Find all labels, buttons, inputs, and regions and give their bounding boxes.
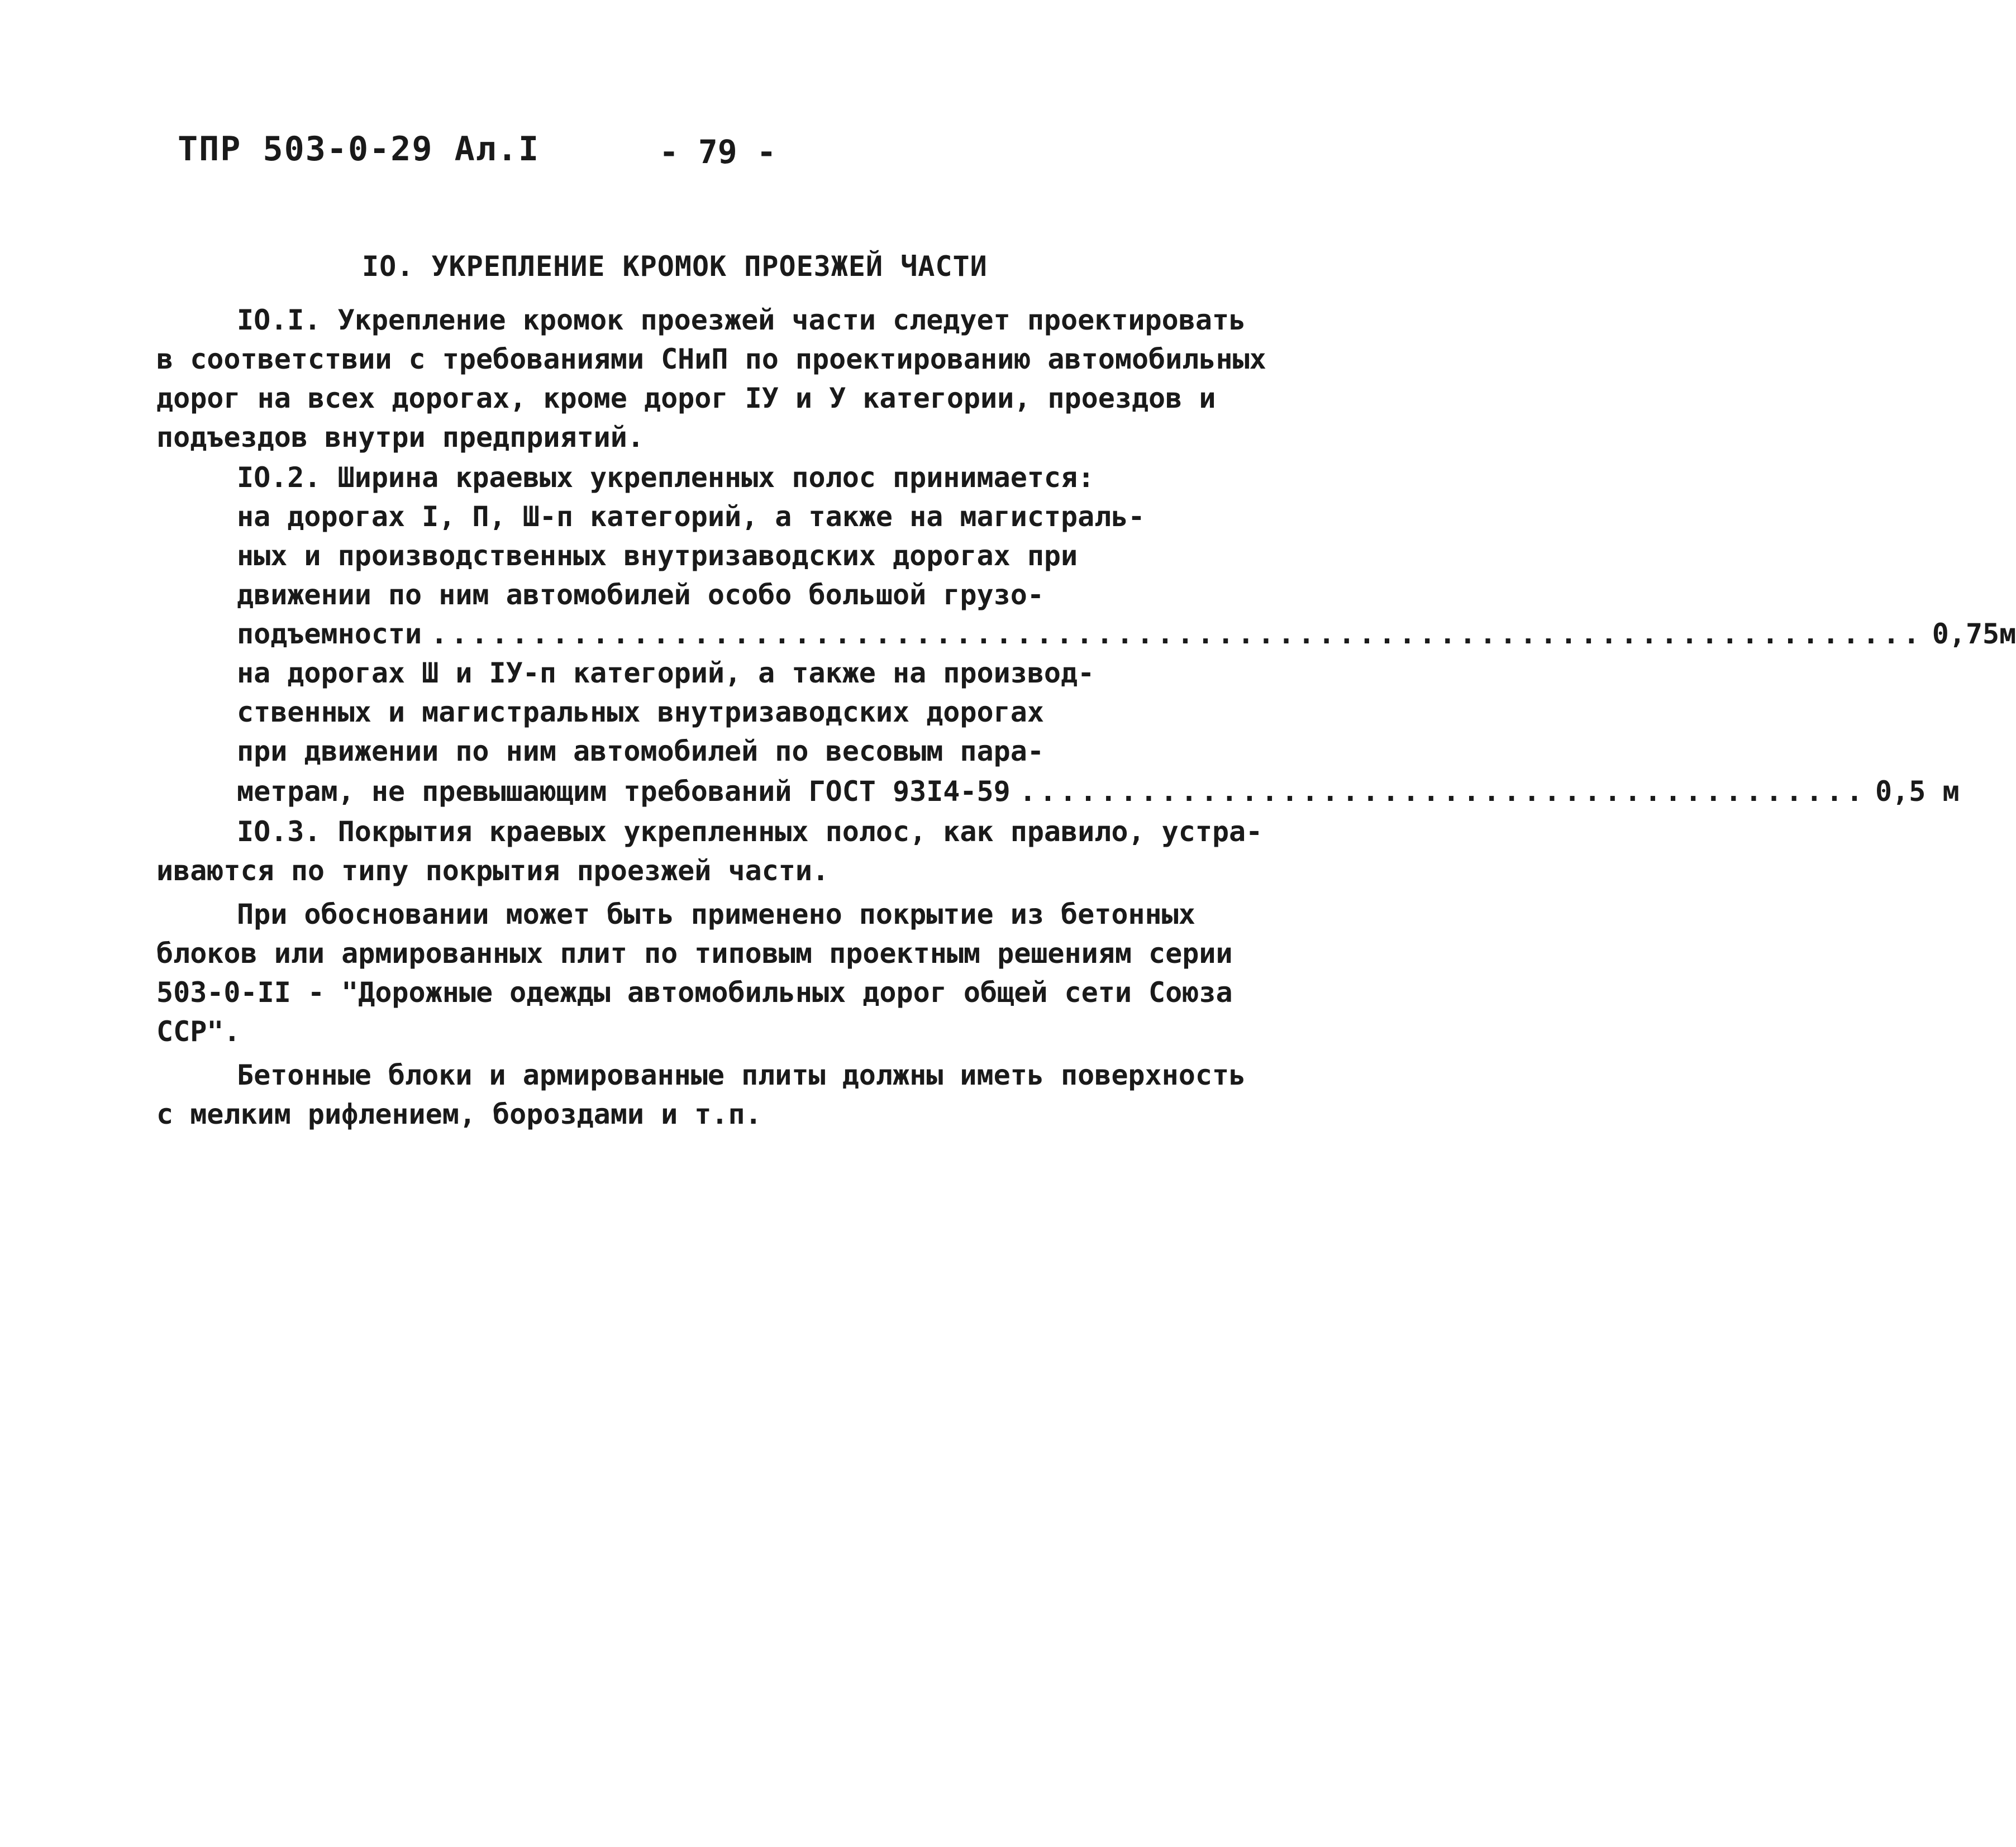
p2-line-3: ных и производственных внутризаводских дорогах при	[237, 540, 1078, 572]
p1-line-4: подъездов внутри предприятий.	[156, 421, 644, 454]
p2-line-8: при движении по ним автомобилей по весовым пара-	[237, 735, 1044, 767]
p2-line-7: ственных и магистральных внутризаводских дорогах	[237, 696, 1044, 728]
width-value: 0,5 м	[1875, 775, 1960, 808]
document-code: ТПР 503-0-29 Ал.I	[178, 130, 540, 169]
width-row-label: подъемности	[237, 618, 422, 650]
p1-line-3: дорог на всех дорогах, кроме дорог IУ и У категории, проездов и	[156, 382, 1216, 414]
p2-line-1: IO.2. Ширина краевых укрепленных полос принимается:	[237, 461, 1095, 494]
p1-line-1: IO.I. Укрепление кромок проезжей части следует проектировать	[237, 304, 1246, 336]
width-row-label: метрам, не превышающим требований ГОСТ 93I4-59	[237, 775, 1011, 808]
p4-line-3: 503-0-II - "Дорожные одежды автомобильных дорог общей сети Союза	[156, 976, 1233, 1009]
p2-line-2: на дорогах I, П, Ш-п категорий, а также на магистраль-	[237, 500, 1145, 533]
p4-line-4: ССР".	[156, 1015, 241, 1048]
width-value: 0,75м	[1932, 618, 2016, 650]
p2-line-6: на дорогах Ш и IУ-п категорий, а также на производ-	[237, 657, 1095, 689]
width-row-heavy-trucks	[237, 618, 2016, 650]
leader-dots: ..........................................................................	[431, 618, 1923, 650]
section-title: IO. УКРЕПЛЕНИЕ КРОМОК ПРОЕЗЖЕЙ ЧАСТИ	[362, 250, 988, 283]
p5-line-2: с мелким рифлением, бороздами и т.п.	[156, 1098, 762, 1130]
p1-line-2: в соответствии с требованиями СНиП по проектированию автомобильных	[156, 343, 1266, 375]
p4-line-2: блоков или армированных плит по типовым проектным решениям серии	[156, 937, 1233, 970]
p4-line-1: При обосновании может быть применено покрытие из бетонных	[237, 898, 1195, 930]
page-number: - 79 -	[659, 133, 776, 171]
p5-line-1: Бетонные блоки и армированные плиты должны иметь поверхность	[237, 1059, 1246, 1091]
p3-line-2: иваются по типу покрытия проезжей части.	[156, 855, 830, 887]
p2-line-4: движении по ним автомобилей особо большой грузо-	[237, 579, 1044, 611]
p3-line-1: IO.3. Покрытия краевых укрепленных полос, как правило, устра-	[237, 815, 1263, 848]
leader-dots: ..........................................	[1019, 775, 1867, 808]
width-row-standard-trucks	[237, 775, 1960, 808]
